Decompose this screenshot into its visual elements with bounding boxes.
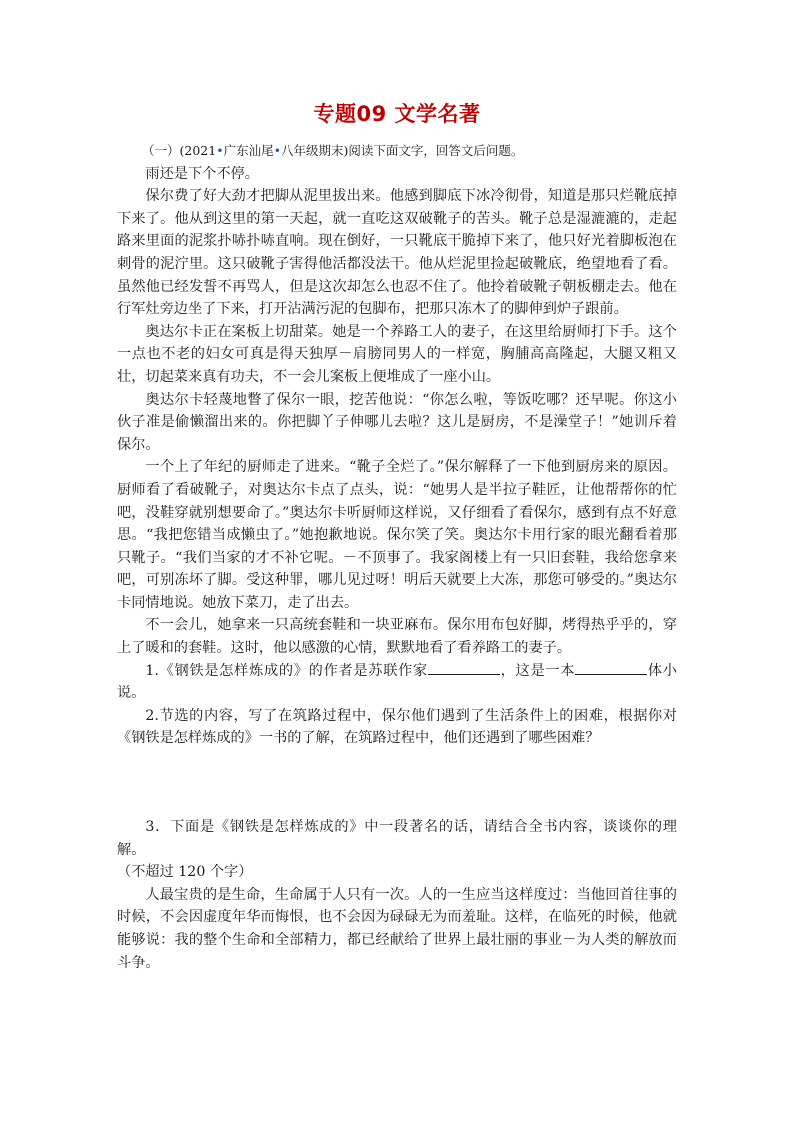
passage-paragraph: 奥达尔卡轻蔑地瞥了保尔一眼，挖苦他说：“你怎么啦，等饭吃哪？还早呢。你这小伙子准是偷懒溜出来的。你把脚丫子伸哪儿去啦？这儿是厨房，不是澡堂子！”她训斥着保尔。 (117, 391, 677, 453)
passage-paragraph: 保尔费了好大劲才把脚从泥里拔出来。他感到脚底下冰冷彻骨，知道是那只烂靴底掉下来了。他从到这里的第一天起，就一直吃这双破靴子的苦头。靴子总是湿漉漉的，走起路来里面的泥浆扑哧扑哧直响。现在倒好，一只靴底干脆掉下来了，他只好光着脚板泡在刺骨的泥泞里。这只破靴子害得他活都没法干。他从烂泥里捡起破靴底，绝望地看了看。虽然他已经发誓不再骂人，但是这次却怎么也忍不住了。他拎着破靴子朝板棚走去。他在行军灶旁边坐了下来，打开沾满污泥的包脚布，把那只冻木了的脚伸到炉子跟前。 (117, 188, 677, 318)
passage-paragraph: 一个上了年纪的厨师走了进来。“靴子全烂了。”保尔解释了一下他到厨房来的原因。厨师看了看破靴子，对奥达尔卡点了点头，说：“她男人是半拉子鞋匠，让他帮帮你的忙吧，没鞋穿就别想要命了。”奥达尔卡听厨师这样说，又仔细看了看保尔，感到有点不好意思。“我把您错当成懒虫了。”她抱歉地说。保尔笑了笑。奥达尔卡用行家的眼光翻看着那只靴子。“我们当家的才不补它呢。－不顶事了。我家阁楼上有一只旧套鞋，我给您拿来吧，可别冻坏了脚。受这种罪，哪儿见过呀！明后天就要上大冻，那您可够受的。”奥达尔卡同情地说。她放下菜刀，走了出去。 (117, 459, 677, 611)
source-year: 2021 (184, 143, 217, 158)
famous-quote: 人最宝贵的是生命，生命属于人只有一次。人的一生应当这样度过：当他回首往事的时候，不会因虚度年华而悔恨，也不会因为碌碌无为而羞耻。这样，在临死的时候，他就能够说：我的整个生命和全部精力，都已经献给了世界上最壮丽的事业－为人类的解放而斗争。 (117, 886, 677, 971)
question-3-note: （不超过 120 个字） (117, 864, 253, 881)
section-label: （一） (142, 143, 180, 158)
answer-space[interactable] (117, 750, 677, 816)
question-1-suffix: 体小说。 (117, 662, 677, 702)
question-1-middle: ，这是一本 (499, 662, 576, 679)
section-instruction: 阅读下面文字，回答文后问题。 (348, 143, 524, 158)
answer-blank-author[interactable] (428, 660, 500, 675)
section-header: （一）(2021•广东汕尾•八年级期末)阅读下面文字，回答文后问题。 (142, 143, 524, 158)
question-1-prefix: 1.《钢铁是怎样炼成的》的作者是苏联作家 (145, 662, 428, 679)
separator-dot: • (273, 143, 281, 158)
document-body (117, 140, 677, 974)
passage-paragraph: 奥达尔卡正在案板上切甜菜。她是一个养路工人的妻子，在这里给厨师打下手。这个一点也不老的妇女可真是得天独厚－肩膀同男人的一样宽，胸脯高高隆起，大腿又粗又壮，切起菜来真有功夫，不一会儿案板上便堆成了一座小山。 (117, 323, 677, 385)
separator-dot: • (216, 143, 224, 158)
source-place: 广东汕尾 (223, 143, 274, 158)
question-1 (117, 660, 677, 705)
source-grade: 八年级期末 (280, 143, 344, 158)
question-3: 3．下面是《钢铁是怎样炼成的》中一段著名的话，请结合全书内容，谈谈你的理解。 (117, 819, 677, 858)
passage-paragraph: 雨还是下个不停。 (145, 165, 259, 182)
passage-paragraph: 不一会儿，她拿来一只高统套鞋和一块亚麻布。保尔用布包好脚，烤得热乎乎的，穿上了暖和的套鞋。这时，他以感激的心情，默默地看了看养路工的妻子。 (117, 617, 677, 657)
page-title: 专题09 文学名著 (313, 102, 481, 126)
question-2: 2.节选的内容，写了在筑路过程中，保尔他们遇到了生活条件上的困难，根据你对《钢铁是怎样炼成的》一书的了解，在筑路过程中，他们还遇到了哪些困难？ (117, 707, 677, 747)
answer-blank-genre[interactable] (575, 660, 647, 675)
